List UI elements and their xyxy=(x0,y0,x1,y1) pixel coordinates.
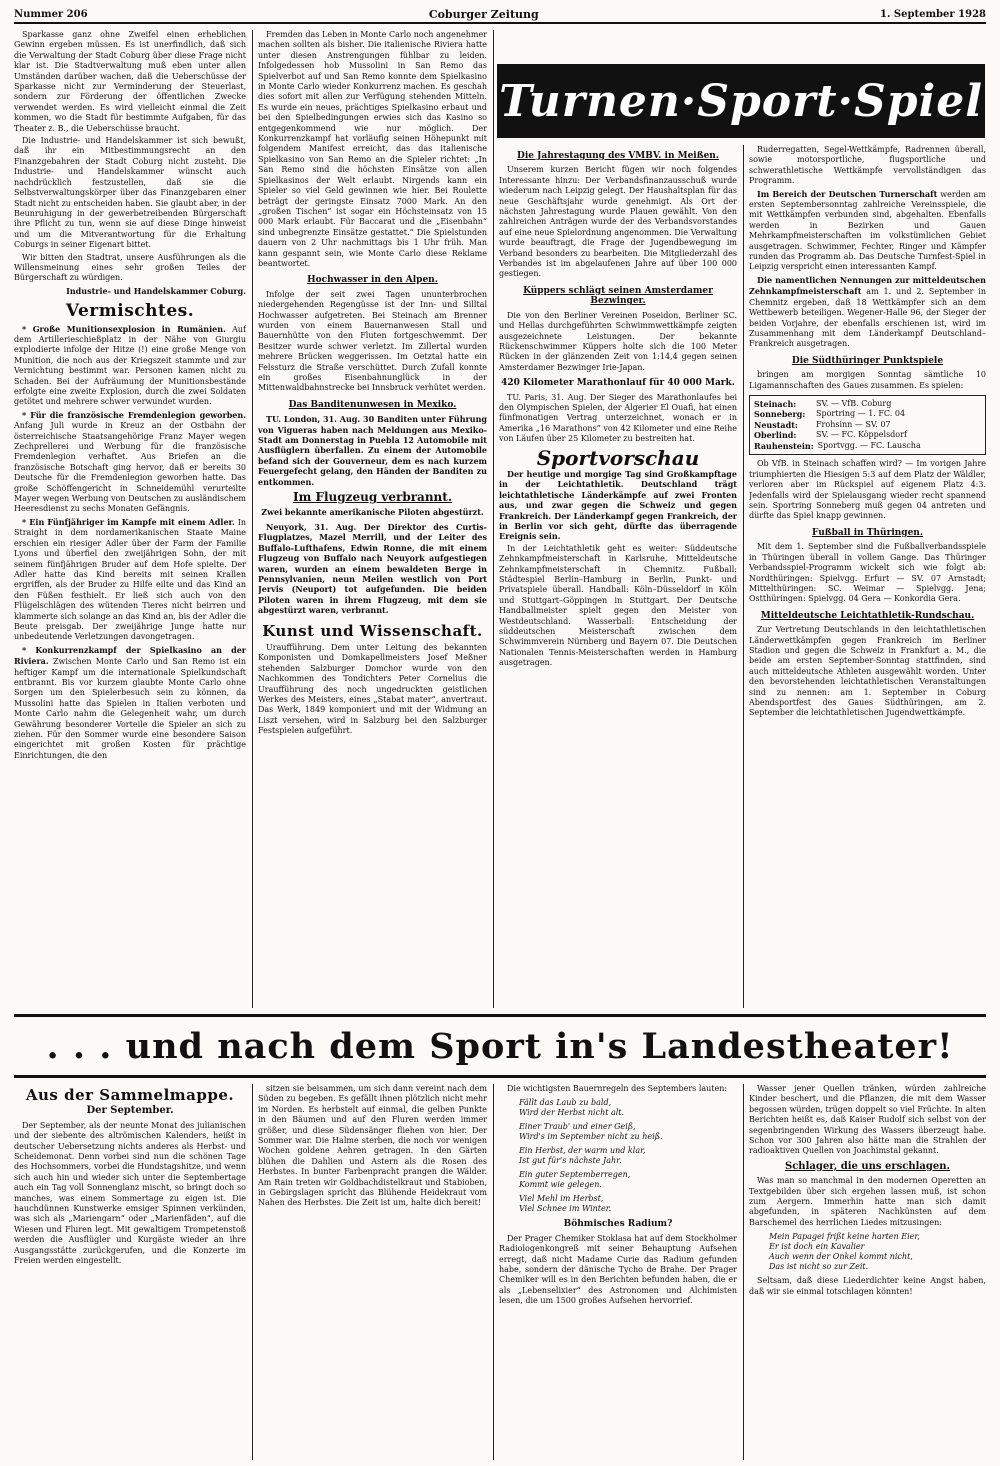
article-text: Die von den Berliner Vereinen Poseidon, Berliner SC. und Hellas durchgeführten Schwimmwettkämpfe zeigten ausgezeichnete Leistungen. Der bekannte Rückenschwimmer Küppers holte sich die 100 Meter Rücken in der glänzenden Zeit von 1:14,4 gegen seinen Amsterdamer Bezwinger Irie-Japan. xyxy=(499,310,737,372)
article-text: Die Industrie- und Handelskammer ist sich bewußt, daß ihr ein Mitbestimmungsrecht an den Finanzgebahren der Stadt Coburg nicht zusteht. Die Industrie- und Handelskammer wünscht auch nachdrücklich festzustellen, daß sie die Selbstverwaltungskörper über das Finanzgebaren einer Stadt nicht zu entscheiden haben. Sie glaubt aber, in der Beunruhigung in der gewerbetreibenden Bürgerschaft ihre Pflicht zu tun, wenn sie auf diese Dinge hinweist und um die Mitverantwortung für die Erhaltung Coburgs in seiner Eigenart bittet. xyxy=(14,136,246,250)
article-text: Mit dem 1. September sind die Fußballverbandsspiele in Thüringen überall in vollem Gange. Das Thüringer Verbandsspiel-Programm wickelt sich wie folgt ab: Nordthüringen: Spielvgg. Erfurt — SV. 07 Arnstadt; Mittelthüringen: SC. Weimar — Spielvgg. Jena; Ostthüringen: Spielvgg. 04 Gera — Konkordia Gera. xyxy=(749,542,986,604)
column-rule xyxy=(493,1084,494,1460)
fixture-row: Oberlind: SV. — FC. Köppelsdorf xyxy=(754,430,907,441)
news-text: Auf dem Artillerieschießplatz in der Nähe von Giurgiu explodierte infolge der Hitze (!) eine große Menge von Munition, die noch aus der Kriegszeit stammte und zur Vernichtung bestimmt war. Personen kamen nicht zu Schaden. Bei der Aufräumung der Munitionsbestände erfolgte eine zweite Explosion, durch die zwei Soldaten getötet und mehrere schwer verwundet wurden. xyxy=(14,324,246,407)
article-text: Ob VfB. in Steinach schaffen wird? — Im vorigen Jahre triumphierten die Hiesigen 5:3 auf dem Platz der Wäldler, verloren aber im Rückspiel auf eigenem Platz 4:3. Jedenfalls wird der Spielausgang wieder recht spannend sein. Sportring Sonneberg muß gegen 04 antreten und dürfte das Spiel knapp gewinnen. xyxy=(749,459,986,521)
poem: Mein Papagei frißt keine harten Eier, Er ist doch ein Kavalier Auch wenn der Onkel kommt nicht, Das ist nicht so zur Zeit. xyxy=(769,1232,920,1272)
article-text: Sparkasse ganz ohne Zweifel einen erheblichen Gewinn ergeben müssen. Es ist unerfindlich, daß sich die Verwaltung der Stadt Coburg über diese Frage nicht klar ist. Die Stadtverwaltung muß eben unter allen Umständen darüber wachen, daß die Ueberschüsse der Sparkasse nicht zur Verminderung der Steuerlast, sondern zur Förderung der öffentlichen Zwecke verwendet werden. Es wird vielleicht einmal die Zeit kommen, wo die Stadt für bestimmte Aufgaben, für das Theater z. B., die Ueberschüsse braucht. xyxy=(14,30,246,133)
poem: Viel Mehl im Herbst, Viel Schnee im Winter. xyxy=(519,1194,612,1214)
news-heading: Das Banditenunwesen in Mexiko. xyxy=(288,399,457,410)
news-heading: Die Jahrestagung des VMBV. in Meißen. xyxy=(517,151,719,161)
article-text: Uraufführung. Dem unter Leitung des bekannten Komponisten und Domkapellmeisters Josef Meßner stehenden Salzburger Domchor wurde von den Nachkommen des Tondichters Peter Cornelius die Uraufführung des noch ungedruckten geistlichen Werkes des Meisters, eines „Stabat mater“, anvertraut. Das Werk, 1849 komponiert und mit der Widmung an Liszt versehen, wird in Salzburg bei den Salzburger Festspielen aufgeführt. xyxy=(258,642,487,736)
news-heading: Böhmisches Radium? xyxy=(563,1219,673,1230)
bottom-column-2 xyxy=(258,1084,487,1460)
article-text: bringen am morgigen Sonntag sämtliche 10 Ligamannschaften des Gaues zusammen. Es spielen: xyxy=(749,370,986,390)
news-heading: Der September. xyxy=(86,1105,174,1117)
article-text: Der September, als der neunte Monat des julianischen und der siebente des altrömischen Kalenders, heißt in deutscher Uebersetzung nichts anderes als Herbst- und Scheidemonat. Denn vorbei sind nun die schönen Tage des Hochsommers, vorbei die Hundstagshitze, und wenn sich auch hin und wieder sich unter die Septembertage auch ein Tag voll Sonnenglanz mischt, so bringt doch so manches, was einem Sommertage zu eigen ist. Die hauchdünnen Kunstwerke emsiger Spinnen verkünden, was sich als „Mariengarn“ oder „Marienfäden“, auf die Wiesen und Fluren legt. Mit gewaltigem Trompetenstoß werden die Ausflügler und Kurgäste wieder an ihre Ausgangsstätte zurückgerufen, und die Konzerte im Freien werden eingestellt. xyxy=(14,1120,246,1266)
news-text: am 1. und 2. September in Chemnitz ergeben, daß 18 Wettkämpfer sich an dem Wettbewerb beteiligen. Wegener-Halle 96, der Sieger der beiden Vorjahre, der ebenfalls erschienen ist, wird im Zusammenhang mit dem Länderkampf Deutschland–Frankreich ausgetragen. xyxy=(749,287,986,349)
poem: Fällt das Laub zu bald, Wird der Herbst nicht alt. xyxy=(519,1098,625,1118)
column-3 xyxy=(499,145,737,1008)
fixture-row: Steinach: SV. — VfB. Coburg xyxy=(754,398,892,409)
article-text: sitzen sie beisammen, um sich dann vereint nach dem Süden zu begeben. Es gefällt ihnen plötzlich nicht mehr im Norden. Es herbstelt auf einmal, die gelben Punkte in den Bäumen und auf den Fluren werden immer größer, und diese Südensänger fliehen von hier. Der Sommer war. Die Halme sterben, die noch vor wenigen Wochen goldene Aehren getragen. In den Gärten blühen die Dahlien und Astern als die Rosen des Herbstes. In bunter Farbenpracht prangen die Wälder. Am Rain treten wir Goldbachdistelkraut und Stabioben, in Gebirgslagen spricht das Blühende Heidekraut vom Nahen des Herbstes. Die Zeit ist um, halte dich bereit! xyxy=(258,1084,487,1208)
column-rule xyxy=(493,30,494,1008)
newspaper-name: Coburger Zeitung xyxy=(428,7,539,21)
column-rule xyxy=(252,30,253,1008)
column-rule xyxy=(252,1084,253,1460)
article-text: Neuyork, 31. Aug. Der Direktor des Curtis-Flugplatzes, Mazel Merrill, und der Leiter des Buffalo-Lufthafens, Edwin Ronne, die mit einem Flugzeug von Buffalo nach Neuyork aufgestiegen waren, wurden an einem bewaldeten Berge in Pennsylvanien, neun Meilen westlich von Port Jervis (Neuport) tot aufgefunden. Die beiden Piloten waren in ihrem Flugzeug, mit dem sie abgestürzt waren, verbrannt. xyxy=(258,521,487,616)
article-text: Der heutige und morgige Tag sind Großkampftage in der Leichtathletik. Deutschland trägt leichtathletische Länderkämpfe auf zwei Fronten aus, und zwar gegen die Schweiz und gegen Frankreich. Der Länderkampf gegen Frankreich, der in Berlin vor sich geht, dürfte das überragende Ereignis sein. xyxy=(499,468,737,542)
theater-banner: . . . und nach dem Sport in's Landestheater! xyxy=(14,1014,986,1078)
news-text: Anfang Juli wurde in Kreuz an der Ostbahn der österreichische Staatsangehörige Franz Mayer wegen Zechprellerei und Werbung für die französische Fremdenlegion verhaftet. Aus Briefen an die französische Botschaft ging hervor, daß er bereits 30 Deutsche für die Fremdenlegion geworben hatte. Das große Schöffengericht in Schneidemühl verurteilte Mayer wegen Werbung von Deutschen zu ausländischem Heeresdienst zu sechs Monaten Gefängnis. xyxy=(14,421,246,514)
issue-date: 1. September 1928 xyxy=(880,8,986,20)
news-heading: Hochwasser in den Alpen. xyxy=(307,275,438,286)
fixture-row: Rauhenstein: Sportvgg. — FC. Lauscha xyxy=(754,440,921,451)
article-text: Unserem kurzen Bericht fügen wir noch folgendes Interessante hinzu: Der Verbandsfinanzausschuß wurde wiederum nach Leipzig gelegt. Der Haushaltsplan für das neue Geschäftsjahr wurde genehmigt. Als Ort der nächsten Jahrestagung wurde Plauen gewählt. Von den zahlreichen Anträgen wurde der des Verbandsvorstandes auf eine neue Spielordnung angenommen. Die Verwaltung wurde beauftragt, die Frage der Jugendbewegung im Verband besonders zu bearbeiten. Die Mitgliederzahl des Verbandes ist im abgelaufenen Jahre auf über 100 000 gestiegen. xyxy=(499,165,737,279)
poem: Ein guter Septemberregen, Kommt wie gelegen. xyxy=(519,1170,631,1190)
news-text: Zwischen Monte Carlo und San Remo ist ein heftiger Kampf um die internationale Spielkundschaft entbrannt. Bis vor kurzem glaubte Monte Carlo ohne Sorgen um den Spielerbesuch sein zu können, da Mussolini hatte das Spielen in Italien verboten und Monte Carlo nahm die Gelegenheit wahr, um durch Gewährung besonderer Vorteile die Spieler an sich zu ziehen. Für den Sommer wurde eine besondere Saison eingerichtet mit großen Kosten für prächtige Einrichtungen, die den xyxy=(14,657,246,760)
article-text: Infolge der seit zwei Tagen ununterbrochen niedergehenden Regengüsse ist der Inn- und Silltal Hochwasser aufgetreten. Bei Steinach am Brenner wurden von einem Bauernanwesen Stall und Bauernhütte von den Fluten fortgeschwemmt. Der Besitzer wurde schwer verletzt. Im Zillertal wurden mehrere Brücken weggerissen. Im Oetztal hatte ein Felssturz die Straße verschüttet. Durch Zufall konnte ein großes Eisenbahnunglück in der Mittenwaldbahnstrecke bei Innsbruck verhütet werden. xyxy=(258,289,487,393)
article-text: Was man so manchmal in den modernen Operetten an Textgebilden über sich ergehen lassen muß, ist schon zum Aergern. Immerhin hatte man sich damit abgefunden, in späteren Nachkünsten auf dem Barschemel des herrlichen Liedes mitzusingen: xyxy=(749,1176,986,1227)
column-rule xyxy=(743,1084,744,1460)
article-text: Die wichtigsten Bauernregeln des Septembers lauten: xyxy=(507,1084,728,1093)
section-heading: Kunst und Wissenschaft. xyxy=(262,621,483,640)
poem: Einer Traub' und einer Geiß, Wird's im September nicht zu heiß. xyxy=(519,1122,663,1142)
section-heading: Vermischtes. xyxy=(65,301,195,322)
news-heading: Die namentlichen Nennungen zur mitteldeutschen Zehnkampfmeisterschaft xyxy=(749,274,986,297)
news-heading: * Konkurrenzkampf der Spielkasino an der Riviera. xyxy=(14,644,246,667)
fixture-row: Sonneberg: Sportring — 1. FC. 04 xyxy=(754,409,906,420)
article-text: Wasser jener Quellen tränken, würden zahlreiche Kinder beschert, und die Pflanzen, die mit dem Wasser begossen würden, trügen doppelt so viel Früchte. In alten Berichten heißt es, daß Kaiser Rudolf sich selbst von der segenbringenden Wirkung des Wassers überzeugt habe. Schon vor 300 Jahren also hätte man die Strahlen der radioaktiven Quellen von Joachimstal gekannt. xyxy=(749,1084,986,1156)
article-text: TU. Paris, 31. Aug. Der Sieger des Marathonlaufes bei den Olympischen Spielen, der Algerier El Ouafi, hat einen fünfmonatigen Vertrag unterzeichnet, wonach er in Amerika „16 Marathons“ von 42 Kilometer und eine Reihe von Läufen über 25 Kilometer zu bestreiten hat. xyxy=(499,392,737,444)
article-text: Zur Vertretung Deutschlands in den leichtathletischen Länderwettkämpfen gegen Frankreich im Berliner Stadion und gegen die Schweiz in Frankfurt a. M., die beide am ersten September-Sonntag stattfinden, sind auch mitteldeutsche Athleten ausgewählt worden. Unter den bevorstehenden leichtathletischen Veranstaltungen sind zu nennen: am 1. September in Coburg Abendsportfest des Gaues Südthüringen, am 2. September die leichtathletischen Jugendwettkämpfe. xyxy=(749,625,986,718)
news-subheading: Zwei bekannte amerikanische Piloten abgestürzt. xyxy=(261,507,484,518)
article-text: Fremden das Leben in Monte Carlo noch angenehmer machen sollten als bisher. Die italienische Riviera hatte unter diesen Anstrengungen fühlbar zu leiden. Infolgedessen hob Mussolini in San Remo das Spielverbot auf und San Remo konnte dem Spielkasino in Monte Carlo wieder Konkurrenz machen. Es geschah dies sofort mit allen zur Verfügung stehenden Mitteln. Es wurde ein neues, prächtiges Spielkasino erbaut und bei den Spielbedingungen erwies sich das Kasino so entgegenkommend wie nur möglich. Der Konkurrenzkampf hat vorläufig seinen Höhepunkt mit folgendem Manifest erreicht, das das italienische Spielkasino von San Remo an die Spieler richtet: „In San Remo sind die höchsten Einsätze von allen Spielkasinos der Welt erlaubt. Nirgends kann ein Spieler so viel Geld gewinnen wie hier. Bei Roulette beträgt der geringste Einsatz 7000 Mark. An den „großen Tischen“ ist sogar ein Höchsteinsatz von 15 000 Mark erlaubt. Für Baccarat und die „Eisenbahn“ sind unbegrenzte Einsätze gestattet.“ Die Spielstunden dauern von 2 Uhr nachmittags bis 1 Uhr früh. Man kann gespannt sein, wie Monte Carlo diese Reklame beantwortet. xyxy=(258,30,487,268)
news-text: In Straight in dem nordamerikanischen Staate Maine erschien ein riesiger Adler über der Farm der Familie Lyons und überfiel den zweijährigen Sohn, der mit seinem fünfjährigen Bruder auf dem Hofe spielte. Der Adler hatte das Kind bereits mit seinen Krallen ergriffen, als der Bruder zu Hilfe eilte und das Kind an den Füßen festhielt. Er ließ sich auch von den Flügelschlägen des wütenden Tieres nicht beirren und klammerte sich solange an das Kind an, bis der Adler die Beute preisgab. Der zweijährige Junge hatte nur unbedeutende Verletzungen davongetragen. xyxy=(14,517,246,642)
column-2 xyxy=(258,30,487,1008)
bottom-column-3 xyxy=(499,1084,737,1460)
poem: Ein Herbst, der warm und klar, Ist gut für's nächste Jahr. xyxy=(519,1146,646,1166)
article-text: Seltsam, daß diese Liederdichter keine Angst haben, daß wir sie einmal totschlagen könnten! xyxy=(749,1276,986,1296)
article-text: In der Leichtathletik geht es weiter: Süddeutsche Zehnkampfmeisterschaft in Karlsruhe, Mitteldeutsche Zehnkampfmeisterschaft in Chemnitz. Fußball: Städtespiel Berlin–Hamburg in Berlin, Punkt- und Privatspiele überall. Handball: Köln–Düsseldorf in Köln und Stuttgart–Göppingen in Stuttgart. Der Deutsche Handballmeister spielt gegen den Meister von Westdeutschland. Wasserball: Entscheidung der süddeutschen Meisterschaft zwischen dem Schwimmverein Nürnberg und Bayern 07. Die Deutschen Nationalen Tennis-Meisterschaften werden in Hamburg ausgetragen. xyxy=(499,543,737,668)
news-heading: Mitteldeutsche Leichtathletik-Rundschau. xyxy=(760,610,975,621)
news-heading: Im Bereich der Deutschen Turnerschaft xyxy=(757,188,938,199)
bottom-column-1 xyxy=(14,1084,246,1460)
news-heading: Im Flugzeug verbrannt. xyxy=(292,490,452,505)
column-4 xyxy=(749,145,986,1008)
fixture-row: Neustadt: Frohsinn — SV. 07 xyxy=(754,419,891,430)
news-heading: Die Südthüringer Punktspiele xyxy=(791,355,944,366)
issue-number: Nummer 206 xyxy=(14,8,88,20)
news-heading: Fußball in Thüringen. xyxy=(812,527,923,538)
page-header xyxy=(14,6,986,24)
news-heading: * Für die französische Fremdenlegion geworben. xyxy=(22,409,246,420)
article-text: TU. London, 31. Aug. 30 Banditen unter Führung von Vigueras haben nach Meldungen aus Mexiko-Stadt am Donnerstag in Puebla 12 Automobile mit Ausflüglern überfallen. Zu einem der Automobile befand sich der Gouverneur, dem es nach kurzem Feuergefecht gelang, den Händen der Banditen zu entkommen. xyxy=(258,414,487,487)
section-heading: Aus der Sammelmappe. xyxy=(25,1086,235,1104)
article-text: Wir bitten den Stadtrat, unsere Ausführungen als die Willensmeinung eines sehr großen Teiles der Bürgerschaft zu würdigen. xyxy=(14,252,246,283)
column-rule xyxy=(743,145,744,1008)
fixtures-table xyxy=(749,395,986,456)
sportvorschau-heading: Sportvorschau xyxy=(536,445,700,470)
bottom-column-4 xyxy=(749,1084,986,1460)
sport-section-banner: Turnen·Sport·Spiel xyxy=(497,64,985,138)
news-heading: * Ein Fünfjähriger im Kampfe mit einem Adler. xyxy=(22,516,235,527)
news-heading: 420 Kilometer Marathonlauf für 40 000 Mark. xyxy=(501,378,735,389)
article-text: Ruderregatten, Segel-Wettkämpfe, Radrennen überall, sowie motorsportliche, flugsportliche und schwerathletische Wettkämpfe vervollständigen das Programm. xyxy=(749,145,986,186)
news-text: werden am ersten Septembersonntag zahlreiche Vereinsspiele, die mit Wettkämpfen verbunden sind, abgehalten. Ebenfalls werden in Bezirken und Gauen Mehrkampfmeisterschaften im volkstümlichen Gebiet ausgetragen. Schwimmer, Fechter, Ringer und Kämpfer runden das Programm ab. Das Deutsche Turnfest-Spiel in Leipzig verspricht einen interessanten Kampf. xyxy=(749,189,986,272)
news-heading: Schlager, die uns erschlagen. xyxy=(784,1160,950,1172)
news-heading: * Große Munitionsexplosion in Rumänien. xyxy=(22,323,226,334)
article-text: Der Prager Chemiker Stoklasa hat auf dem Stockholmer Radiologenkongreß mit seiner Behauptung Aufsehen erregt, daß nicht Madame Curie das Radium gefunden habe, sondern der dänische Tycho de Brahe. Der Prager Chemiker will es in den Berichten befunden haben, die er als „Lebenselixier“ des Astronomen und Alchimisten lesen, die um 1500 großes Aufsehen hervorrief. xyxy=(499,1233,737,1306)
news-heading: Küppers schlägt seinen Amsterdamer Bezwinger. xyxy=(523,285,713,307)
column-1 xyxy=(14,30,246,1008)
article-signoff: Industrie- und Handelskammer Coburg. xyxy=(66,285,246,296)
